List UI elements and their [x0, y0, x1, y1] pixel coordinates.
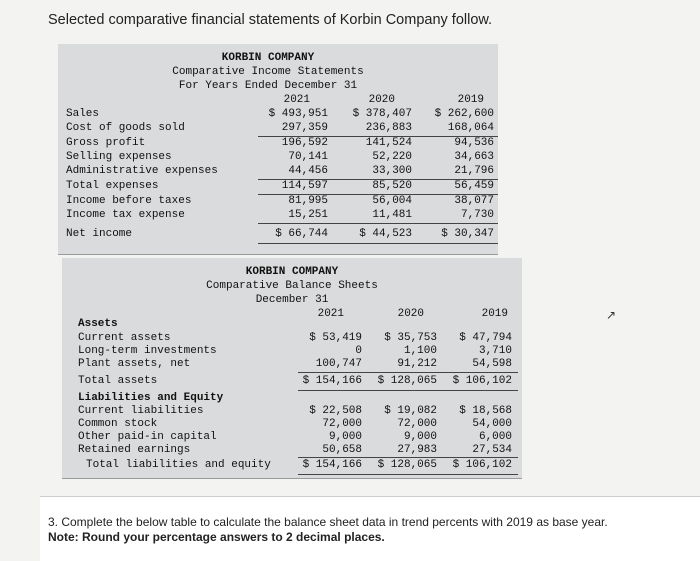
- income-year-2021: 2021: [283, 94, 310, 106]
- balance-period: December 31: [255, 294, 329, 306]
- balance-cell: 54,000: [472, 418, 512, 430]
- balance-row-label: Current liabilities: [78, 405, 204, 417]
- balance-cell: $ 106,102: [452, 375, 512, 387]
- balance-cell: 72,000: [397, 418, 437, 430]
- balance-cell: $ 18,568: [459, 405, 512, 417]
- income-cell: 168,064: [447, 122, 494, 134]
- mouse-cursor-icon: ↗: [606, 308, 617, 322]
- income-cell: 34,663: [454, 151, 494, 163]
- balance-year-2021: 2021: [317, 308, 344, 320]
- income-row-label: Income before taxes: [66, 195, 192, 207]
- income-cell: $ 378,407: [352, 108, 412, 120]
- balance-cell: $ 53,419: [309, 332, 362, 344]
- income-title: Comparative Income Statements: [172, 66, 364, 78]
- balance-row-label: Current assets: [78, 332, 171, 344]
- income-cell: 15,251: [288, 209, 328, 221]
- balance-total-rule: [298, 390, 518, 391]
- balance-row-label: Total liabilities and equity: [86, 459, 271, 471]
- income-cell: $ 30,347: [441, 228, 494, 240]
- income-cell: $ 66,744: [275, 228, 328, 240]
- balance-sheet-panel: [62, 258, 522, 479]
- income-cell: 196,592: [281, 137, 328, 149]
- balance-subtotal-rule: [298, 457, 518, 458]
- income-cell: 44,456: [288, 165, 328, 177]
- income-year-2019: 2019: [457, 94, 484, 106]
- balance-cell: 72,000: [322, 418, 362, 430]
- balance-cell: 54,598: [472, 358, 512, 370]
- income-company: KORBIN COMPANY: [221, 52, 315, 64]
- balance-cell: 3,710: [478, 345, 512, 357]
- income-period: For Years Ended December 31: [178, 80, 358, 92]
- balance-row-label: Total assets: [78, 375, 158, 387]
- balance-cell: $ 47,794: [459, 332, 512, 344]
- income-cell: 56,459: [454, 180, 494, 192]
- balance-row-label: Long-term investments: [78, 345, 217, 357]
- balance-cell: 50,658: [322, 444, 362, 456]
- income-cell: 141,524: [365, 137, 412, 149]
- income-cell: 114,597: [281, 180, 328, 192]
- income-cell: 81,995: [288, 195, 328, 207]
- income-year-2020: 2020: [368, 94, 395, 106]
- balance-cell: $ 154,166: [302, 459, 362, 471]
- income-total-rule: [258, 243, 498, 244]
- balance-year-2019: 2019: [481, 308, 508, 320]
- balance-cell: 100,747: [315, 358, 362, 370]
- balance-year-2020: 2020: [397, 308, 424, 320]
- income-row-label: Sales: [66, 108, 100, 120]
- balance-row-label: Other paid-in capital: [78, 431, 217, 443]
- balance-cell: 27,983: [397, 444, 437, 456]
- income-cell: 70,141: [288, 151, 328, 163]
- assets-heading: Assets: [78, 318, 118, 330]
- balance-cell: 6,000: [478, 431, 512, 443]
- income-cell: 7,730: [460, 209, 494, 221]
- balance-cell: $ 22,508: [309, 405, 362, 417]
- income-row-label: Net income: [66, 228, 133, 240]
- income-cell: 236,883: [365, 122, 412, 134]
- balance-cell: $ 154,166: [302, 375, 362, 387]
- balance-row-label: Common stock: [78, 418, 158, 430]
- balance-cell: 91,212: [397, 358, 437, 370]
- income-cell: $ 262,600: [434, 108, 494, 120]
- question-text: 3. Complete the below table to calculate the balance sheet data in trend percents with 2019 as base year.: [48, 515, 608, 529]
- balance-row-label: Plant assets, net: [78, 358, 191, 370]
- liabilities-heading: Liabilities and Equity: [78, 392, 224, 404]
- income-cell: 11,481: [372, 209, 412, 221]
- income-subtotal-rule: [258, 223, 498, 224]
- income-cell: $ 493,951: [268, 108, 328, 120]
- income-row-label: Total expenses: [66, 180, 159, 192]
- balance-cell: 0: [355, 345, 362, 357]
- income-row-label: Administrative expenses: [66, 165, 218, 177]
- income-cell: 56,004: [372, 195, 412, 207]
- balance-cell: $ 106,102: [452, 459, 512, 471]
- income-cell: 21,796: [454, 165, 494, 177]
- balance-cell: $ 19,082: [384, 405, 437, 417]
- question-footer: [40, 496, 700, 561]
- income-row-label: Cost of goods sold: [66, 122, 185, 134]
- income-cell: 94,536: [454, 137, 494, 149]
- balance-cell: 9,000: [328, 431, 362, 443]
- balance-cell: $ 128,065: [377, 459, 437, 471]
- balance-cell: 9,000: [403, 431, 437, 443]
- balance-company: KORBIN COMPANY: [245, 266, 339, 278]
- balance-cell: $ 35,753: [384, 332, 437, 344]
- income-row-label: Selling expenses: [66, 151, 172, 163]
- page-heading: Selected comparative financial statements of Korbin Company follow.: [48, 12, 493, 28]
- balance-row-label: Retained earnings: [78, 444, 191, 456]
- balance-total-rule: [298, 474, 518, 475]
- balance-cell: 27,534: [472, 444, 512, 456]
- income-cell: 38,077: [454, 195, 494, 207]
- rounding-note: Note: Round your percentage answers to 2 decimal places.: [48, 530, 385, 544]
- balance-cell: $ 128,065: [377, 375, 437, 387]
- income-row-label: Gross profit: [66, 137, 146, 149]
- income-cell: $ 44,523: [359, 228, 412, 240]
- income-statement-panel: [58, 44, 498, 255]
- income-row-label: Income tax expense: [66, 209, 185, 221]
- balance-cell: 1,100: [403, 345, 437, 357]
- income-cell: 297,359: [281, 122, 328, 134]
- income-cell: 52,220: [372, 151, 412, 163]
- income-cell: 33,300: [372, 165, 412, 177]
- income-cell: 85,520: [372, 180, 412, 192]
- balance-title: Comparative Balance Sheets: [206, 280, 378, 292]
- balance-subtotal-rule: [298, 372, 518, 373]
